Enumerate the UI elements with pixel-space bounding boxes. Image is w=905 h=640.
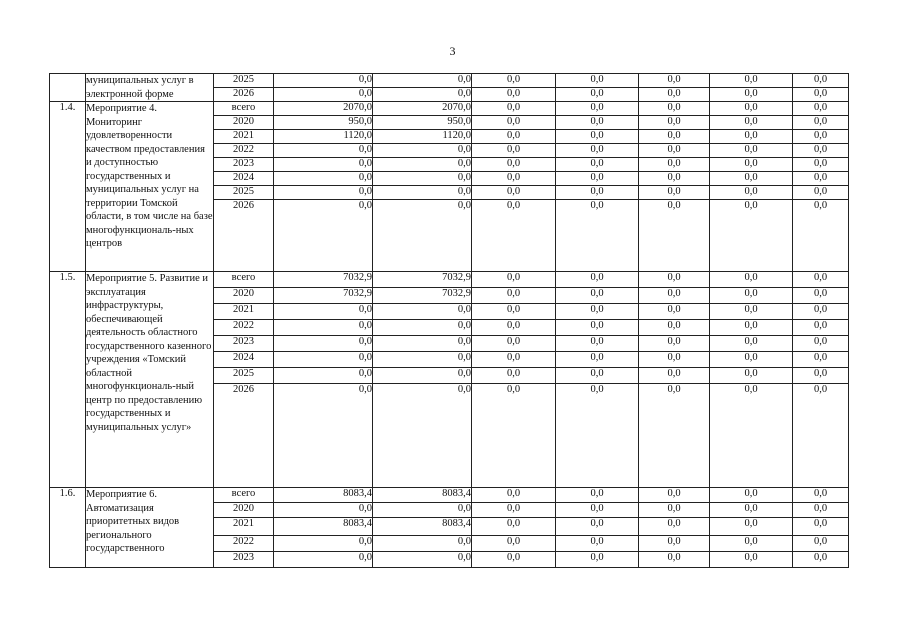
year-cell: 2022 bbox=[214, 536, 274, 552]
value-cell: 0,0 bbox=[373, 352, 472, 368]
value-cell: 0,0 bbox=[472, 88, 556, 102]
value-cell: 0,0 bbox=[710, 536, 793, 552]
year-cell: 2023 bbox=[214, 552, 274, 568]
value-cell: 0,0 bbox=[639, 200, 710, 272]
value-cell: 0,0 bbox=[710, 304, 793, 320]
value-cell: 0,0 bbox=[556, 272, 639, 288]
value-cell: 0,0 bbox=[472, 536, 556, 552]
value-cell: 2070,0 bbox=[373, 102, 472, 116]
value-cell: 0,0 bbox=[472, 102, 556, 116]
item-number bbox=[50, 74, 86, 102]
value-cell: 0,0 bbox=[639, 288, 710, 304]
value-cell: 0,0 bbox=[639, 88, 710, 102]
value-cell: 0,0 bbox=[639, 304, 710, 320]
value-cell: 0,0 bbox=[710, 116, 793, 130]
value-cell: 0,0 bbox=[556, 352, 639, 368]
table-row bbox=[50, 102, 849, 116]
value-cell: 1120,0 bbox=[373, 130, 472, 144]
item-number: 1.5. bbox=[50, 272, 86, 488]
value-cell: 0,0 bbox=[639, 144, 710, 158]
value-cell: 0,0 bbox=[472, 320, 556, 336]
value-cell: 0,0 bbox=[472, 336, 556, 352]
value-cell: 0,0 bbox=[556, 304, 639, 320]
year-cell: 2026 bbox=[214, 200, 274, 272]
value-cell: 0,0 bbox=[556, 488, 639, 503]
value-cell: 8083,4 bbox=[373, 518, 472, 536]
value-cell: 0,0 bbox=[274, 536, 373, 552]
value-cell: 0,0 bbox=[710, 200, 793, 272]
year-cell: 2025 bbox=[214, 186, 274, 200]
value-cell: 0,0 bbox=[639, 172, 710, 186]
value-cell: 0,0 bbox=[710, 384, 793, 488]
value-cell: 0,0 bbox=[373, 368, 472, 384]
value-cell: 0,0 bbox=[793, 368, 849, 384]
value-cell: 0,0 bbox=[639, 352, 710, 368]
year-cell: 2022 bbox=[214, 320, 274, 336]
value-cell: 0,0 bbox=[793, 304, 849, 320]
value-cell: 0,0 bbox=[793, 272, 849, 288]
value-cell: 0,0 bbox=[639, 518, 710, 536]
value-cell: 0,0 bbox=[639, 384, 710, 488]
value-cell: 0,0 bbox=[472, 368, 556, 384]
value-cell: 0,0 bbox=[639, 536, 710, 552]
value-cell: 0,0 bbox=[639, 158, 710, 172]
value-cell: 0,0 bbox=[472, 503, 556, 518]
value-cell: 0,0 bbox=[710, 320, 793, 336]
value-cell: 7032,9 bbox=[274, 272, 373, 288]
value-cell: 0,0 bbox=[793, 116, 849, 130]
value-cell: 0,0 bbox=[793, 503, 849, 518]
value-cell: 0,0 bbox=[373, 304, 472, 320]
value-cell: 950,0 bbox=[274, 116, 373, 130]
value-cell: 0,0 bbox=[472, 518, 556, 536]
year-cell: 2020 bbox=[214, 116, 274, 130]
value-cell: 950,0 bbox=[373, 116, 472, 130]
value-cell: 0,0 bbox=[373, 74, 472, 88]
value-cell: 0,0 bbox=[373, 320, 472, 336]
value-cell: 7032,9 bbox=[373, 272, 472, 288]
value-cell: 7032,9 bbox=[373, 288, 472, 304]
value-cell: 0,0 bbox=[556, 368, 639, 384]
value-cell: 0,0 bbox=[373, 172, 472, 186]
value-cell: 0,0 bbox=[373, 503, 472, 518]
value-cell: 0,0 bbox=[639, 552, 710, 568]
value-cell: 0,0 bbox=[556, 200, 639, 272]
value-cell: 0,0 bbox=[274, 552, 373, 568]
value-cell: 0,0 bbox=[710, 288, 793, 304]
value-cell: 0,0 bbox=[274, 88, 373, 102]
year-cell: 2023 bbox=[214, 158, 274, 172]
value-cell: 0,0 bbox=[556, 130, 639, 144]
value-cell: 0,0 bbox=[793, 88, 849, 102]
value-cell: 0,0 bbox=[556, 116, 639, 130]
table-row bbox=[50, 488, 849, 503]
year-cell: 2021 bbox=[214, 130, 274, 144]
item-number: 1.4. bbox=[50, 102, 86, 272]
value-cell: 0,0 bbox=[556, 144, 639, 158]
year-cell: всего bbox=[214, 272, 274, 288]
value-cell: 0,0 bbox=[793, 536, 849, 552]
value-cell: 0,0 bbox=[373, 88, 472, 102]
value-cell: 1120,0 bbox=[274, 130, 373, 144]
item-number: 1.6. bbox=[50, 488, 86, 568]
item-name: Мероприятие 6. Автоматизация приоритетных видов регионального государственного bbox=[86, 488, 214, 568]
value-cell: 0,0 bbox=[639, 102, 710, 116]
value-cell: 0,0 bbox=[710, 186, 793, 200]
value-cell: 0,0 bbox=[472, 74, 556, 88]
year-cell: всего bbox=[214, 102, 274, 116]
value-cell: 0,0 bbox=[639, 130, 710, 144]
value-cell: 0,0 bbox=[793, 186, 849, 200]
year-cell: 2025 bbox=[214, 74, 274, 88]
value-cell: 0,0 bbox=[793, 384, 849, 488]
value-cell: 0,0 bbox=[556, 158, 639, 172]
table-row bbox=[50, 272, 849, 288]
value-cell: 0,0 bbox=[639, 336, 710, 352]
value-cell: 0,0 bbox=[373, 144, 472, 158]
value-cell: 0,0 bbox=[710, 130, 793, 144]
value-cell: 0,0 bbox=[274, 384, 373, 488]
value-cell: 0,0 bbox=[274, 74, 373, 88]
value-cell: 0,0 bbox=[793, 288, 849, 304]
value-cell: 0,0 bbox=[710, 488, 793, 503]
value-cell: 0,0 bbox=[793, 74, 849, 88]
item-name: Мероприятие 4. Мониторинг удовлетворенности качеством предоставления и доступностью государственных и муниципальных услуг на территории Томской области, в том числе на базе многофункциональ-ных центров bbox=[86, 102, 214, 272]
value-cell: 0,0 bbox=[472, 116, 556, 130]
value-cell: 7032,9 bbox=[274, 288, 373, 304]
value-cell: 0,0 bbox=[710, 503, 793, 518]
value-cell: 0,0 bbox=[274, 172, 373, 186]
year-cell: 2026 bbox=[214, 88, 274, 102]
year-cell: всего bbox=[214, 488, 274, 503]
value-cell: 0,0 bbox=[556, 288, 639, 304]
item-name: Мероприятие 5. Развитие и эксплуатация инфраструктуры, обеспечивающей деятельность областного государственного казенного учреждения «Томский областной многофункциональ-ный центр по предоставлению государственных и муниципальных услуг» bbox=[86, 272, 214, 488]
value-cell: 0,0 bbox=[710, 172, 793, 186]
value-cell: 0,0 bbox=[710, 272, 793, 288]
value-cell: 8083,4 bbox=[274, 488, 373, 503]
value-cell: 0,0 bbox=[472, 130, 556, 144]
value-cell: 0,0 bbox=[639, 74, 710, 88]
value-cell: 0,0 bbox=[639, 488, 710, 503]
value-cell: 0,0 bbox=[556, 503, 639, 518]
value-cell: 0,0 bbox=[639, 186, 710, 200]
value-cell: 0,0 bbox=[274, 144, 373, 158]
value-cell: 0,0 bbox=[793, 518, 849, 536]
value-cell: 0,0 bbox=[556, 186, 639, 200]
value-cell: 0,0 bbox=[556, 552, 639, 568]
value-cell: 0,0 bbox=[373, 200, 472, 272]
value-cell: 0,0 bbox=[639, 368, 710, 384]
value-cell: 0,0 bbox=[710, 102, 793, 116]
value-cell: 0,0 bbox=[472, 288, 556, 304]
funding-table bbox=[49, 73, 849, 568]
value-cell: 0,0 bbox=[639, 116, 710, 130]
value-cell: 0,0 bbox=[793, 336, 849, 352]
value-cell: 0,0 bbox=[472, 384, 556, 488]
value-cell: 0,0 bbox=[472, 552, 556, 568]
value-cell: 0,0 bbox=[373, 552, 472, 568]
value-cell: 0,0 bbox=[472, 186, 556, 200]
value-cell: 0,0 bbox=[274, 368, 373, 384]
value-cell: 0,0 bbox=[472, 272, 556, 288]
year-cell: 2020 bbox=[214, 288, 274, 304]
value-cell: 0,0 bbox=[556, 102, 639, 116]
value-cell: 0,0 bbox=[274, 320, 373, 336]
value-cell: 0,0 bbox=[793, 144, 849, 158]
item-name: муниципальных услуг в электронной форме bbox=[86, 74, 214, 102]
value-cell: 0,0 bbox=[556, 88, 639, 102]
value-cell: 0,0 bbox=[274, 158, 373, 172]
value-cell: 0,0 bbox=[793, 102, 849, 116]
value-cell: 8083,4 bbox=[373, 488, 472, 503]
value-cell: 0,0 bbox=[793, 130, 849, 144]
value-cell: 0,0 bbox=[793, 352, 849, 368]
value-cell: 0,0 bbox=[793, 200, 849, 272]
value-cell: 0,0 bbox=[274, 503, 373, 518]
value-cell: 0,0 bbox=[793, 488, 849, 503]
value-cell: 0,0 bbox=[472, 200, 556, 272]
value-cell: 0,0 bbox=[373, 336, 472, 352]
value-cell: 0,0 bbox=[556, 74, 639, 88]
value-cell: 0,0 bbox=[793, 320, 849, 336]
value-cell: 0,0 bbox=[373, 158, 472, 172]
value-cell: 0,0 bbox=[274, 304, 373, 320]
value-cell: 0,0 bbox=[274, 336, 373, 352]
value-cell: 0,0 bbox=[710, 74, 793, 88]
value-cell: 0,0 bbox=[556, 336, 639, 352]
value-cell: 0,0 bbox=[373, 186, 472, 200]
value-cell: 0,0 bbox=[793, 552, 849, 568]
value-cell: 0,0 bbox=[472, 172, 556, 186]
year-cell: 2021 bbox=[214, 518, 274, 536]
value-cell: 2070,0 bbox=[274, 102, 373, 116]
value-cell: 0,0 bbox=[710, 352, 793, 368]
value-cell: 0,0 bbox=[710, 144, 793, 158]
year-cell: 2022 bbox=[214, 144, 274, 158]
value-cell: 0,0 bbox=[373, 384, 472, 488]
value-cell: 0,0 bbox=[472, 144, 556, 158]
value-cell: 0,0 bbox=[710, 552, 793, 568]
value-cell: 0,0 bbox=[639, 320, 710, 336]
value-cell: 0,0 bbox=[556, 172, 639, 186]
value-cell: 0,0 bbox=[274, 352, 373, 368]
value-cell: 0,0 bbox=[274, 200, 373, 272]
value-cell: 0,0 bbox=[556, 536, 639, 552]
value-cell: 0,0 bbox=[472, 158, 556, 172]
year-cell: 2026 bbox=[214, 384, 274, 488]
value-cell: 0,0 bbox=[710, 158, 793, 172]
value-cell: 0,0 bbox=[556, 518, 639, 536]
table-row bbox=[50, 74, 849, 88]
value-cell: 0,0 bbox=[639, 503, 710, 518]
value-cell: 0,0 bbox=[373, 536, 472, 552]
value-cell: 0,0 bbox=[639, 272, 710, 288]
value-cell: 0,0 bbox=[710, 336, 793, 352]
value-cell: 0,0 bbox=[472, 488, 556, 503]
value-cell: 0,0 bbox=[274, 186, 373, 200]
year-cell: 2024 bbox=[214, 352, 274, 368]
value-cell: 0,0 bbox=[472, 352, 556, 368]
year-cell: 2023 bbox=[214, 336, 274, 352]
value-cell: 0,0 bbox=[793, 158, 849, 172]
year-cell: 2020 bbox=[214, 503, 274, 518]
year-cell: 2025 bbox=[214, 368, 274, 384]
page-number: 3 bbox=[449, 44, 456, 58]
value-cell: 0,0 bbox=[710, 518, 793, 536]
year-cell: 2021 bbox=[214, 304, 274, 320]
year-cell: 2024 bbox=[214, 172, 274, 186]
value-cell: 8083,4 bbox=[274, 518, 373, 536]
value-cell: 0,0 bbox=[472, 304, 556, 320]
value-cell: 0,0 bbox=[556, 384, 639, 488]
value-cell: 0,0 bbox=[710, 88, 793, 102]
value-cell: 0,0 bbox=[793, 172, 849, 186]
value-cell: 0,0 bbox=[556, 320, 639, 336]
value-cell: 0,0 bbox=[710, 368, 793, 384]
